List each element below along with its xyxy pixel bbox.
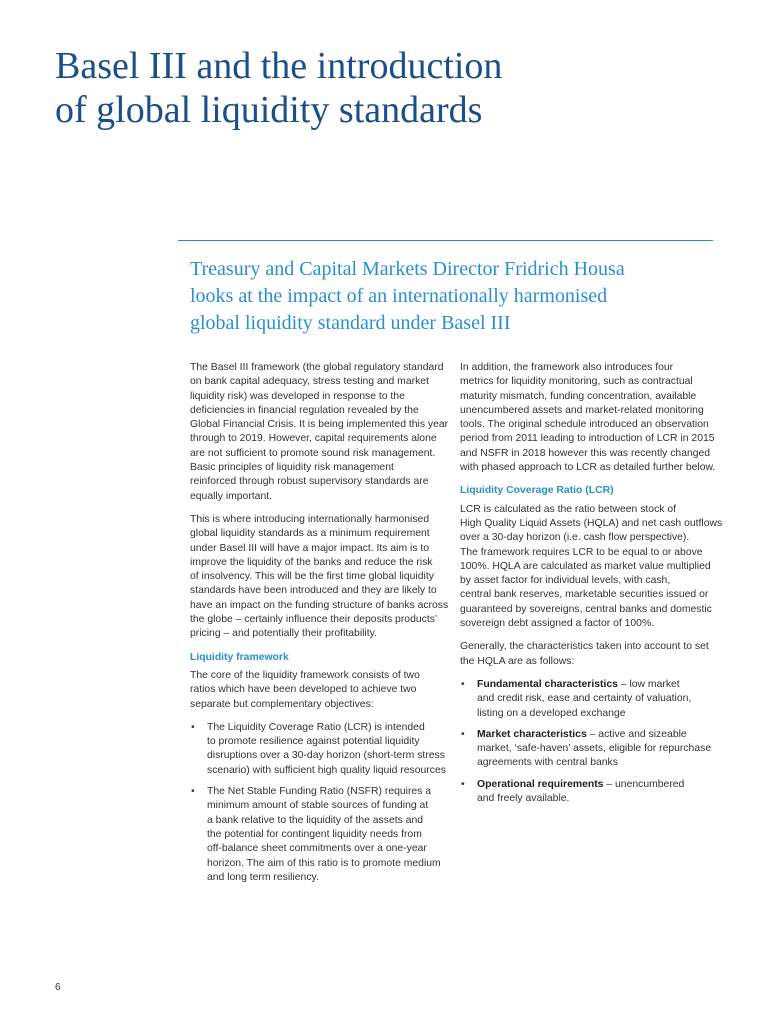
term-description: – low market bbox=[617, 678, 680, 690]
text-line: Global Financial Crisis. It is being implemented this year bbox=[190, 419, 449, 431]
text-line: tools. The original schedule introduced an observation bbox=[460, 419, 709, 431]
bullet-icon: • bbox=[461, 728, 465, 740]
text-line: on bank capital adequacy, stress testing and market bbox=[190, 376, 429, 388]
text-line bbox=[477, 728, 715, 742]
text-line: The core of the liquidity framework consists of two bbox=[190, 669, 420, 681]
text-line: the potential for contingent liquidity needs from bbox=[207, 828, 422, 840]
text-line: metrics for liquidity monitoring, such as contractual bbox=[460, 376, 693, 388]
text-line: off-balance sheet commitments over a one-year bbox=[207, 843, 427, 855]
text-line bbox=[477, 678, 715, 692]
text-line: The Basel III framework (the global regulatory standard bbox=[190, 362, 444, 373]
text-line: a bank relative to the liquidity of the assets and bbox=[207, 814, 424, 826]
bullet-icon: • bbox=[191, 721, 195, 733]
text-line: and long term resiliency. bbox=[207, 871, 319, 883]
standfirst bbox=[190, 256, 730, 337]
text-line: standards have been introduced and they are likely to bbox=[190, 585, 437, 597]
term-label: Market characteristics bbox=[477, 728, 587, 740]
text-line: ratios which have been developed to achieve two bbox=[190, 684, 417, 696]
text-line: global liquidity standards as a minimum requirement bbox=[190, 528, 430, 540]
bullet-icon: • bbox=[461, 678, 465, 690]
standfirst-line: global liquidity standard under Basel III bbox=[190, 312, 511, 334]
text-line: pricing – and potentially their profitability. bbox=[190, 628, 377, 640]
bullet-icon: • bbox=[191, 786, 195, 798]
list-item-market bbox=[460, 728, 715, 771]
text-line: and credit risk, ease and certainty of valuation, bbox=[477, 693, 692, 705]
divider-rule bbox=[178, 240, 713, 241]
text-line: guaranteed by sovereigns, central banks and domestic bbox=[460, 603, 712, 615]
text-line: period from 2011 leading to introduction of LCR in 2015 bbox=[460, 433, 715, 445]
text-line: the globe – certainly influence their deposits products’ bbox=[190, 614, 438, 626]
page-number: 6 bbox=[55, 982, 61, 993]
term-label: Fundamental characteristics bbox=[477, 678, 618, 690]
page-title bbox=[55, 44, 695, 132]
text-line: market, ‘safe-haven’ assets, eligible for repurchase bbox=[477, 743, 712, 755]
text-line: and NSFR in 2018 however this was recently changed bbox=[460, 447, 711, 459]
text-line: scenario) with sufficient high quality liquid resources bbox=[207, 764, 446, 776]
text-line: and freely available. bbox=[477, 793, 570, 805]
text-line: The Liquidity Coverage Ratio (LCR) is intended bbox=[207, 721, 425, 733]
term-description: – unencumbered bbox=[603, 778, 685, 790]
text-line: by asset factor for individual levels, with cash, bbox=[460, 575, 671, 587]
text-line: the HQLA are as follows: bbox=[460, 655, 575, 667]
text-line: 100%. HQLA are calculated as market value multiplied bbox=[460, 560, 711, 572]
term-label: Operational requirements bbox=[477, 778, 604, 790]
right-column bbox=[460, 361, 723, 813]
bullet-icon: • bbox=[461, 778, 465, 790]
paragraph-global-standards bbox=[190, 513, 449, 642]
text-line: separate but complementary objectives: bbox=[190, 698, 374, 710]
list-item-operational bbox=[460, 778, 715, 807]
text-line: reinforced through robust supervisory standards are bbox=[190, 476, 429, 488]
text-line: Generally, the characteristics taken into account to set bbox=[460, 641, 709, 653]
paragraph-lcr-calculation bbox=[460, 503, 723, 632]
text-line: through to 2019. However, capital requirements alone bbox=[190, 433, 437, 445]
text-line: agreements with central banks bbox=[477, 757, 618, 769]
text-line: The framework requires LCR to be equal to or above bbox=[460, 546, 703, 558]
text-line: High Quality Liquid Assets (HQLA) and net cash outflows bbox=[460, 517, 723, 529]
list-item-lcr bbox=[190, 721, 445, 778]
text-line: have an impact on the funding structure of banks across bbox=[190, 599, 449, 611]
text-line: The Net Stable Funding Ratio (NSFR) requires a bbox=[207, 786, 432, 798]
text-line: In addition, the framework also introduces four bbox=[460, 362, 674, 373]
section-heading-lcr: Liquidity Coverage Ratio (LCR) bbox=[460, 485, 614, 497]
title-line: of global liquidity standards bbox=[55, 89, 483, 131]
text-line: unencumbered assets and market-related monitoring bbox=[460, 404, 704, 416]
paragraph-framework-core bbox=[190, 669, 445, 712]
text-line: of insolvency. This will be the first time global liquidity bbox=[190, 571, 434, 583]
left-column bbox=[190, 361, 449, 892]
paragraph-basel-intro bbox=[190, 361, 449, 504]
paragraph-hqla-characteristics bbox=[460, 640, 715, 669]
text-line: listing on a developed exchange bbox=[477, 707, 626, 719]
list-item-fundamental bbox=[460, 678, 715, 721]
text-line: This is where introducing internationally harmonised bbox=[190, 513, 430, 525]
text-line: to promote resilience against potential liquidity bbox=[207, 736, 420, 748]
text-line: with phased approach to LCR as detailed further below. bbox=[460, 462, 716, 474]
standfirst-line: Treasury and Capital Markets Director Fridrich Housa bbox=[190, 258, 625, 280]
text-line: over a 30-day horizon (i.e. cash flow perspective). bbox=[460, 532, 690, 544]
term-description: – active and sizeable bbox=[586, 728, 687, 740]
text-line: maturity mismatch, funding concentration, available bbox=[460, 390, 697, 402]
text-line: Basic principles of liquidity risk management bbox=[190, 462, 394, 474]
text-line bbox=[477, 778, 715, 792]
text-line: disruptions over a 30-day horizon (short-term stress bbox=[207, 750, 445, 762]
text-line: under Basel III will have a major impact. Its aim is to bbox=[190, 542, 430, 554]
text-line: improve the liquidity of the banks and reduce the risk bbox=[190, 556, 433, 568]
text-line: central bank reserves, marketable securities issued or bbox=[460, 589, 709, 601]
text-line: equally important. bbox=[190, 490, 273, 502]
paragraph-monitoring-metrics bbox=[460, 361, 715, 475]
text-line: are not sufficient to promote sound risk management. bbox=[190, 447, 436, 459]
bullet-list-characteristics bbox=[460, 678, 715, 806]
text-line: LCR is calculated as the ratio between stock of bbox=[460, 503, 677, 515]
section-heading-liquidity-framework: Liquidity framework bbox=[190, 651, 289, 663]
text-line: horizon. The aim of this ratio is to promote medium bbox=[207, 857, 441, 869]
text-line: deficiencies in financial regulation revealed by the bbox=[190, 404, 419, 416]
standfirst-line: looks at the impact of an internationally harmonised bbox=[190, 285, 608, 307]
bullet-list-ratios bbox=[190, 721, 445, 885]
title-line: Basel III and the introduction bbox=[55, 45, 503, 87]
list-item-nsfr bbox=[190, 785, 445, 885]
text-line: liquidity risk) was developed in response to the bbox=[190, 390, 405, 402]
text-line: minimum amount of stable sources of funding at bbox=[207, 800, 429, 812]
text-line: sovereign debt assigned a factor of 100%. bbox=[460, 618, 655, 630]
